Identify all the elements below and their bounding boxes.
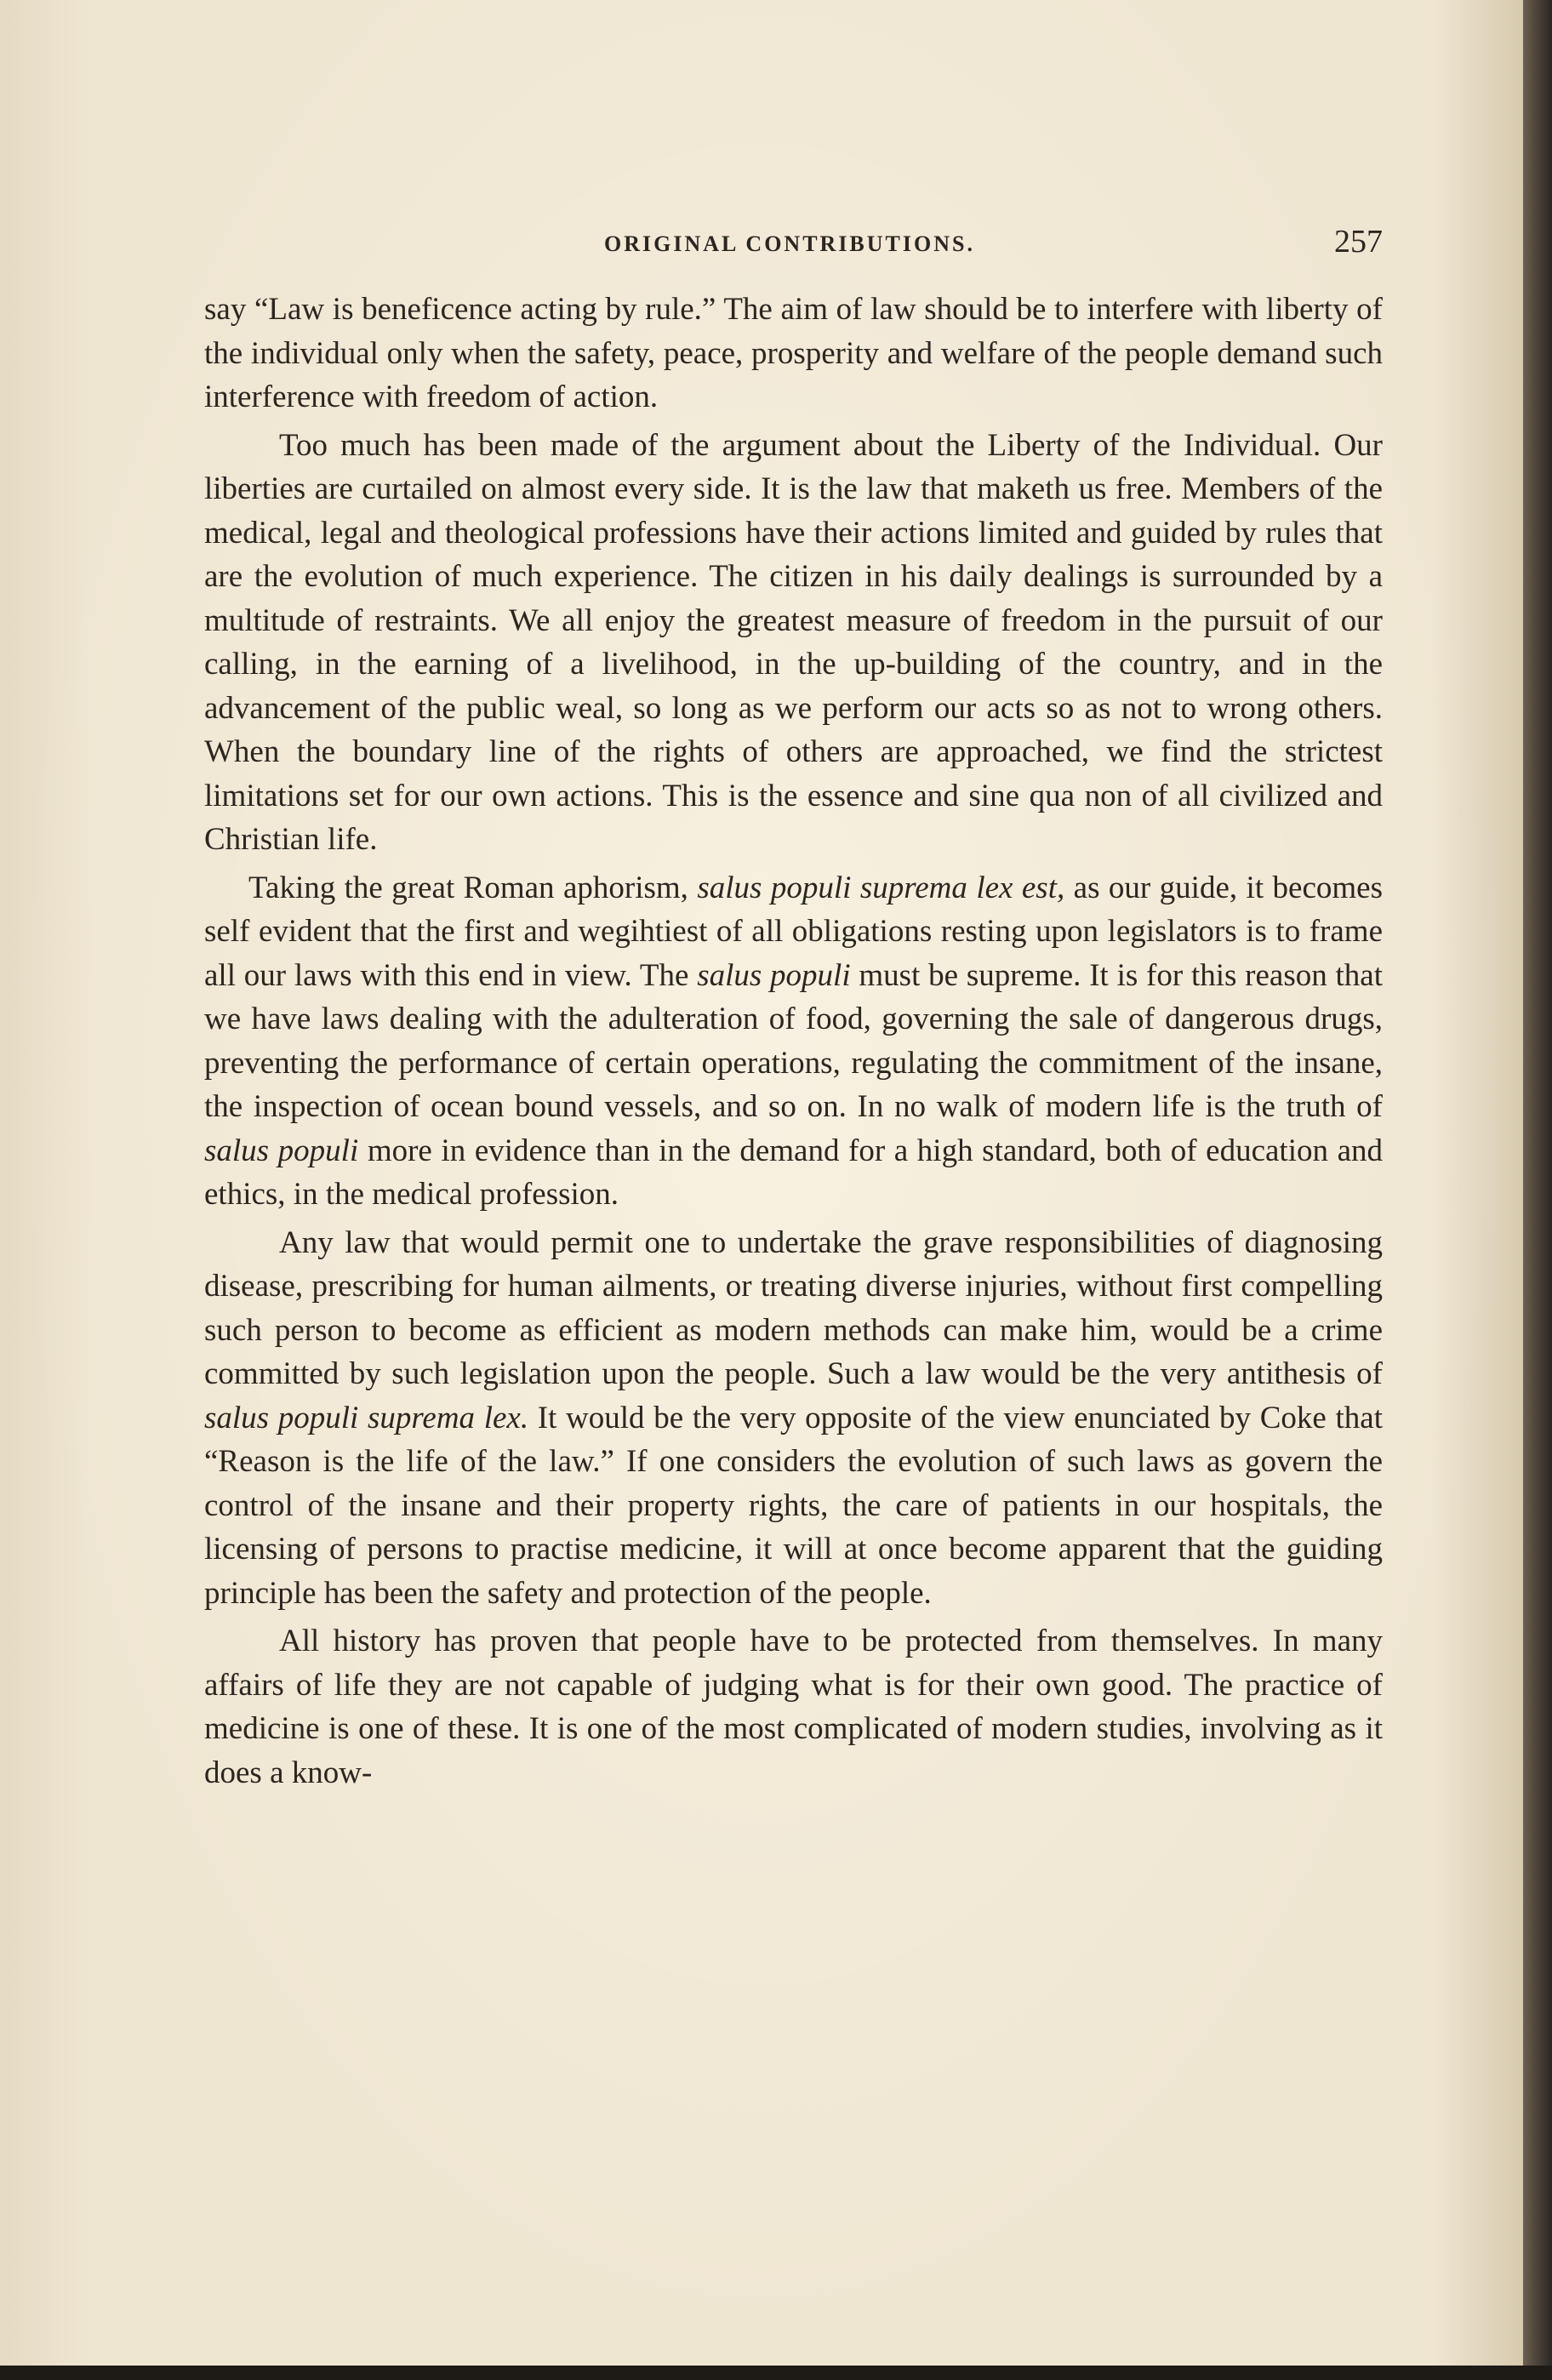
running-head: ORIGINAL CONTRIBUTIONS.: [604, 231, 975, 256]
paragraph-1: [204, 288, 1383, 419]
italic-phrase: salus populi: [697, 957, 851, 993]
text-segment: All history has proven that people have to be protected from themselves. In many affairs of life they are not capable of judging what is for their own good. The practice of medicine is one of these. It is one of the most complicated of modern studies, involving as it does a know-: [204, 1624, 1383, 1790]
italic-phrase: salus populi suprema lex.: [204, 1400, 529, 1435]
paragraph-2: [204, 424, 1383, 862]
text-segment: say “Law is beneficence acting by rule.” The aim of law should be to interfere with liberty of the individual only when the safety, peace, prosperity and welfare of the people demand such interference with freedom of action.: [204, 292, 1383, 414]
text-segment: must be supreme. It is for this reason that we have laws dealing with the adulteration of food, governing the sale of dangerous drugs, preventing the performance of certain operations, regulating the commitment of the insane, the inspection of ocean bound vessels, and so on. In no walk of modern life is the truth of: [204, 957, 1383, 1124]
italic-phrase: salus populi suprema lex est,: [697, 870, 1065, 905]
text-segment: Any law that would permit one to undertake the grave responsibilities of diagnosing disease, prescribing for human ailments, or treating diverse injuries, without first compelling such person to become as efficient as modern methods can make him, would be a crime committed by such legislation upon the people. Such a law would be the very antithesis of: [204, 1224, 1383, 1391]
page-bottom-edge: [0, 2366, 1552, 2380]
paragraph-3: [204, 866, 1383, 1217]
body-text: [204, 288, 1383, 1799]
paragraph-5: [204, 1619, 1383, 1795]
text-segment: Taking the great Roman aphorism,: [248, 870, 698, 905]
page-edge-shadow: [1523, 0, 1552, 2380]
italic-phrase: salus populi: [204, 1133, 359, 1168]
text-segment: Too much has been made of the argument about the Liberty of the Individual. Our liberties are curtailed on almost every side. It is the law that maketh us free. Members of the medical, legal and theological professions have their actions limited and guided by rules that are the evolution of much experience. The citizen in his daily dealings is surrounded by a multitude of restraints. We all enjoy the greatest measure of freedom in the pursuit of our calling, in the earning of a livelihood, in the up-building of the country, and in the advancement of the public weal, so long as we perform our acts so as not to wrong others. When the boundary line of the rights of others are approached, we find the strictest limitations set for our own actions. This is the essence and sine qua non of all civilized and Christian life.: [204, 427, 1383, 857]
page-header: [204, 223, 1383, 274]
text-segment: It would be the very opposite of the view enunciated by Coke that “Reason is the life of the law.” If one considers the evolution of such laws as govern the control of the insane and their property rights, the care of patients in our hospitals, the licensing of persons to practise medicine, it will at once become apparent that the guiding principle has been the safety and protection of the people.: [204, 1400, 1383, 1611]
text-segment: more in evidence than in the demand for a high standard, both of education and ethics, in the medical profession.: [204, 1133, 1383, 1212]
paragraph-4: [204, 1221, 1383, 1616]
page-number: 257: [1334, 224, 1383, 260]
text-segment: as our guide, it becomes self evident that the first and wegihtiest of all obligations resting upon legislators is to frame all our laws with this end in view. The: [204, 870, 1383, 993]
